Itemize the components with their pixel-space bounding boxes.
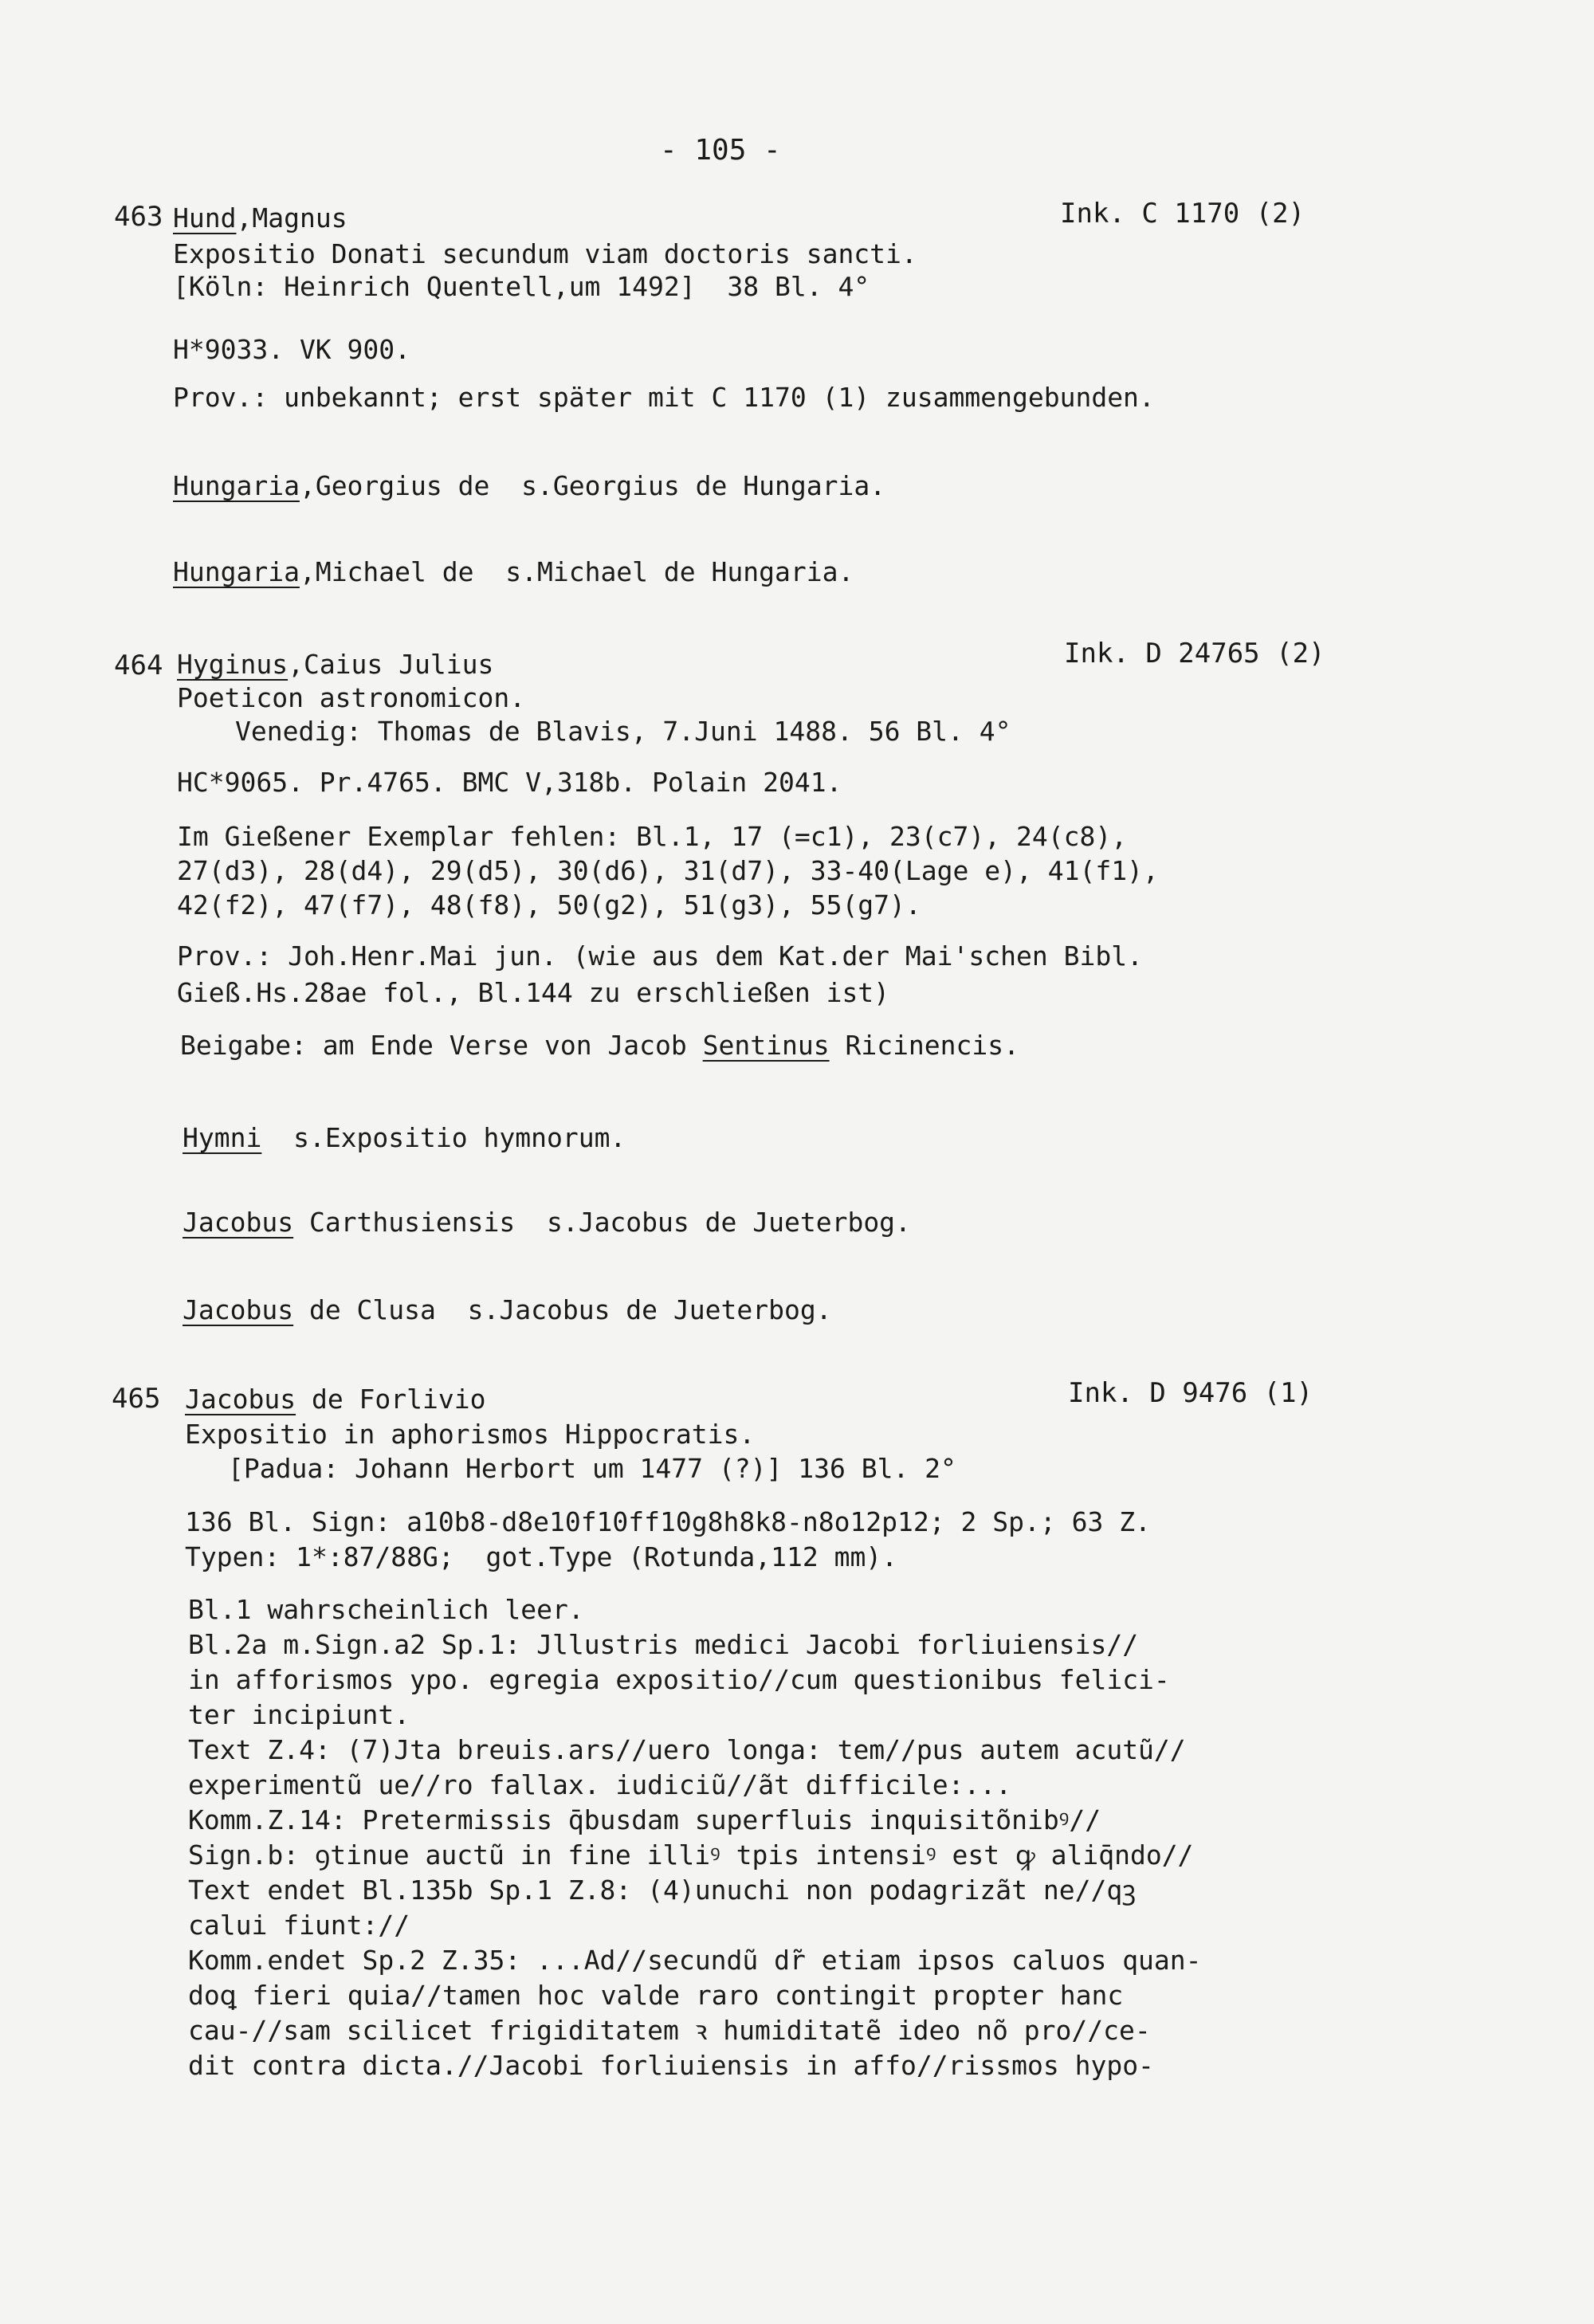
description-line: Bl.1 wahrscheinlich leer. [188,1594,584,1625]
provenance-line: Prov.: Joh.Henr.Mai jun. (wie aus dem Kat.der Mai'schen Bibl. [177,940,1143,972]
cross-reference [173,556,854,588]
ref-keyword: Jacobus [183,1294,294,1325]
note-line: 42(f2), 47(f7), 48(f8), 50(g2), 51(g3), 55(g7). [177,889,921,921]
description-line: calui fiunt:// [188,1910,410,1941]
description-line: doꝗ fieri quia//tamen hoc valde raro contingit propter hanc [188,1980,1124,2011]
heading-keyword: Hund [173,202,237,234]
addition-text: Beigabe: am Ende Verse von Jacob [180,1030,703,1061]
entry-number: 465 [112,1383,161,1415]
ref-target: Carthusiensis s.Jacobus de Jueterbog. [293,1207,911,1238]
cross-reference [173,470,885,502]
shelfmark: Ink. C 1170 (2) [1060,198,1305,230]
cross-reference [183,1122,626,1154]
description-line: experimentũ ue//ro fallax. iudiciũ//ãt difficile:... [188,1769,1012,1800]
ref-target: de Clusa s.Jacobus de Jueterbog. [293,1294,832,1325]
description-line: ter incipiunt. [188,1699,410,1730]
imprint-line: [Köln: Heinrich Quentell,um 1492] 38 Bl. 4° [173,271,870,302]
entry-number: 463 [114,201,163,233]
imprint-line: [Padua: Johann Herbort um 1477 (?)] 136 Bl. 2° [228,1453,956,1484]
heading-keyword: Hyginus [177,649,289,680]
ref-target: ,Michael de s.Michael de Hungaria. [299,556,854,587]
type-line: Typen: 1*:87/88G; got.Type (Rotunda,112 mm). [185,1541,898,1572]
description-line: Komm.Z.14: Pretermissis q̄busdam superfluis inquisitõnibꝰ// [188,1804,1101,1835]
addition-line [180,1030,1019,1062]
entry-heading [185,1384,486,1415]
reference-line: HC*9065. Pr.4765. BMC V,318b. Polain 2041. [177,767,842,798]
title-line: Expositio in aphorismos Hippocratis. [185,1419,756,1450]
heading-rest: ,Magnus [236,202,347,234]
imprint-line: Venedig: Thomas de Blavis, 7.Juni 1488. 56 Bl. 4° [235,716,1011,747]
collation-line: 136 Bl. Sign: a10b8-d8e10f10ff10g8h8k8-n8o12p12; 2 Sp.; 63 Z. [185,1506,1151,1537]
description-line: Text endet Bl.135b Sp.1 Z.8: (4)unuchi non podagrizãt ne//qꝫ [188,1875,1137,1906]
heading-rest: ,Caius Julius [288,649,494,680]
description-line: dit contra dicta.//Jacobi forliuiensis in affo//rissmos hypo- [188,2050,1154,2081]
note-line: 27(d3), 28(d4), 29(d5), 30(d6), 31(d7), 33-40(Lage e), 41(f1), [177,855,1159,886]
description-line: Sign.b: ꝯtinue auctũ in fine illiꝰ tpis intensiꝰ est ꝙ aliq̄ndo// [188,1839,1194,1871]
heading-rest: de Forlivio [296,1384,486,1415]
provenance-line: Gieß.Hs.28ae fol., Bl.144 zu erschließen ist) [177,977,890,1008]
ref-target: ,Georgius de s.Georgius de Hungaria. [299,470,886,501]
ref-keyword: Hungaria [173,470,300,501]
addition-text: Ricinencis. [829,1030,1020,1061]
description-line: Bl.2a m.Sign.a2 Sp.1: Jllustris medici Jacobi forliuiensis// [188,1629,1139,1660]
note-line: Im Gießener Exemplar fehlen: Bl.1, 17 (=c1), 23(c7), 24(c8), [177,821,1128,852]
title-line: Expositio Donati secundum viam doctoris sancti. [173,238,917,269]
ref-target: s.Expositio hymnorum. [261,1122,626,1153]
description-line: Komm.endet Sp.2 Z.35: ...Ad//secundũ dr̃ etiam ipsos caluos quan- [188,1945,1202,1976]
shelfmark: Ink. D 24765 (2) [1064,638,1325,669]
page-number: - 105 - [660,134,781,167]
entry-heading [173,202,347,234]
entry-heading [177,649,493,681]
cross-reference [183,1207,911,1239]
shelfmark: Ink. D 9476 (1) [1068,1377,1313,1409]
addition-keyword: Sentinus [702,1030,830,1061]
description-line: cau-//sam scilicet frigiditatem ꝛ humiditatẽ ideo nõ pro//ce- [188,2015,1151,2046]
ref-keyword: Hymni [183,1122,262,1153]
reference-line: H*9033. VK 900. [173,334,411,365]
provenance-line: Prov.: unbekannt; erst später mit C 1170 (1) zusammengebunden. [173,382,1155,413]
heading-keyword: Jacobus [185,1384,296,1415]
description-line: in afforismos ypo. egregia expositio//cum questionibus felici- [188,1664,1170,1695]
cross-reference [183,1294,832,1326]
ref-keyword: Jacobus [183,1207,294,1238]
title-line: Poeticon astronomicon. [177,682,526,713]
description-line: Text Z.4: (7)Jta breuis.ars//uero longa: tem//pus autem acutũ// [188,1734,1186,1765]
ref-keyword: Hungaria [173,556,300,587]
entry-number: 464 [114,650,163,681]
